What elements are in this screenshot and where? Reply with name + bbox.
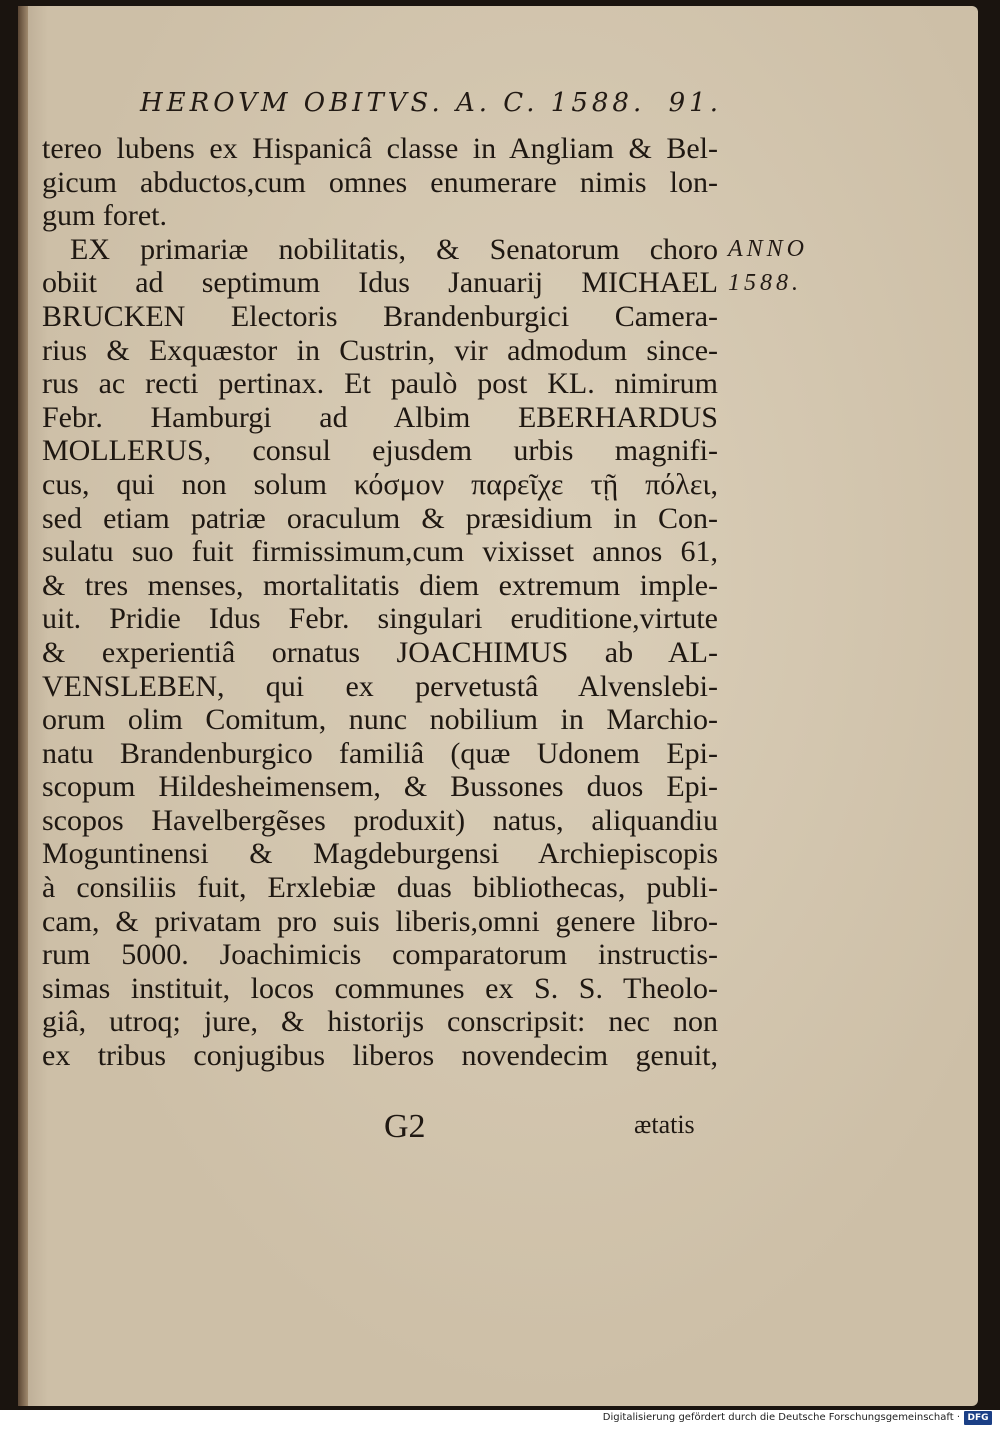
text-line: uit. Pridie Idus Febr. singulari eruditione,virtute: [42, 602, 718, 636]
text-line: tereo lubens ex Hispanicâ classe in Angliam & Bel-: [42, 132, 718, 165]
margin-note-line: ANNO: [728, 236, 809, 262]
text-line: scopos Havelbergẽses produxit) natus, aliquandiu: [42, 803, 718, 837]
page-spine-shadow: [18, 6, 28, 1406]
signature-mark: G2: [384, 1108, 426, 1145]
page-number: 91.: [668, 88, 722, 118]
text-line: orum olim Comitum, nunc nobilium in Marchio-: [42, 703, 718, 737]
text-line: & tres menses, mortalitatis diem extremum imple-: [42, 568, 718, 602]
text-line: EX primariæ nobilitatis, & Senatorum choro: [70, 232, 718, 266]
text-line: MOLLERUS, consul ejusdem urbis magnifi-: [42, 434, 718, 468]
text-line: BRUCKEN Electoris Brandenburgici Camera-: [42, 299, 718, 333]
text-line: obiit ad septimum Idus Januarij MICHAEL: [42, 266, 718, 300]
text-line: giâ, utroq; jure, & historijs conscripsit: nec non: [42, 1005, 718, 1039]
running-header: [140, 88, 720, 128]
text-line: cus, qui non solum κόσμον παρεῖχε τῇ πόλει,: [42, 467, 718, 501]
dfg-logo: DFG: [964, 1411, 992, 1425]
text-line: ex tribus conjugibus liberos novendecim genuit,: [42, 1039, 718, 1073]
text-line: cam, & privatam pro suis liberis,omni genere libro-: [42, 904, 718, 938]
catchword: ætatis: [634, 1110, 695, 1139]
text-line: sulatu suo fuit firmissimum,cum vixisset annos 61,: [42, 535, 718, 569]
body-text: [42, 132, 718, 1073]
text-line: sed etiam patriæ oraculum & præsidium in Con-: [42, 501, 718, 535]
text-line: natu Brandenburgico familiâ (quæ Udonem Epi-: [42, 736, 718, 770]
text-line: à consiliis fuit, Erxlebiæ duas bibliothecas, publi-: [42, 871, 718, 905]
text-line: rus ac recti pertinax. Et paulò post KL. nimirum: [42, 367, 718, 401]
running-title: HEROVM OBITVS. A. C. 1588.: [140, 88, 646, 118]
margin-note-year: [728, 232, 828, 300]
text-line: gum foret.: [42, 199, 167, 233]
text-line: rum 5000. Joachimicis comparatorum instructis-: [42, 938, 718, 972]
text-line: rius & Exquæstor in Custrin, vir admodum since-: [42, 333, 718, 367]
text-line: Febr. Hamburgi ad Albim EBERHARDUS: [42, 400, 718, 434]
text-line: Moguntinensi & Magdeburgensi Archiepiscopis: [42, 837, 718, 871]
text-line: simas instituit, locos communes ex S. S. Theolo-: [42, 971, 718, 1005]
credit-text: Digitalisierung gefördert durch die Deutsche Forschungsgemeinschaft ·: [602, 1412, 960, 1423]
text-line: gicum abductos,cum omnes enumerare nimis lon-: [42, 165, 718, 199]
margin-note-line: 1588.: [728, 270, 802, 296]
text-line: & experientiâ ornatus JOACHIMUS ab AL-: [42, 635, 718, 669]
text-line: VENSLEBEN, qui ex pervetustâ Alvenslebi-: [42, 669, 718, 703]
text-line: scopum Hildesheimensem, & Bussones duos Epi-: [42, 770, 718, 804]
